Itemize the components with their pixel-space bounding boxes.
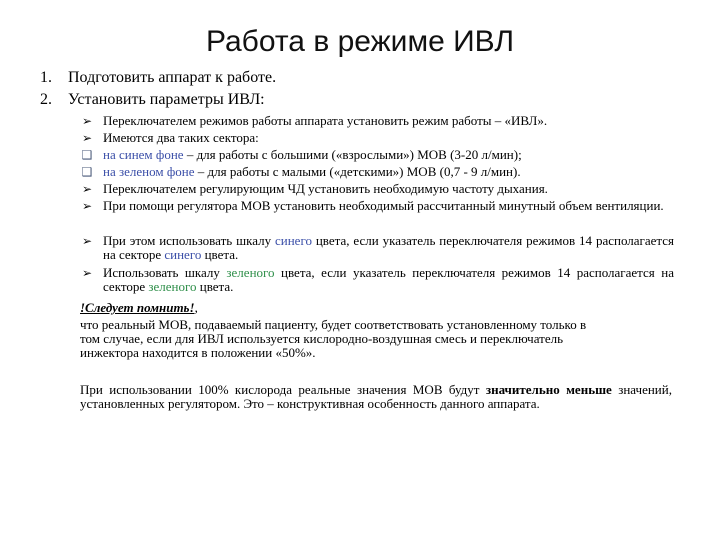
text-span: – для работы с малыми («детскими») МОВ (0,7 - 9 л/мин). [194, 164, 521, 179]
final-paragraph [80, 383, 672, 411]
bullet-text [103, 165, 674, 179]
text-span: цвета. [201, 247, 239, 262]
bullet-item [80, 266, 674, 294]
note-heading-line [80, 301, 198, 315]
bullet-text: При помощи регулятора МОВ установить необходимый рассчитанный минутный объем вентиляции. [103, 198, 664, 213]
bullet-item [80, 165, 674, 179]
item-number: 2. [40, 91, 52, 108]
bullet-item [80, 182, 674, 196]
bullet-item [80, 148, 674, 162]
text-span: цвета. [196, 279, 234, 294]
bullet-text [103, 234, 674, 262]
note-line: инжектора находится в положении «50%». [80, 345, 316, 360]
note-heading: !Следует помнить! [80, 300, 195, 315]
blue-text: на синем фоне [103, 147, 184, 162]
text-span: При этом использовать шкалу [103, 233, 275, 248]
bullet-text: Имеются два таких сектора: [103, 130, 259, 145]
arrow-bullet-icon: ➢ [81, 131, 93, 145]
text-span: При использовании 100% кислорода реальные значения МОВ будут [80, 382, 486, 397]
item-text: Установить параметры ИВЛ: [68, 91, 265, 108]
bullet-item [80, 234, 674, 262]
arrow-bullet-icon: ➢ [81, 199, 93, 213]
arrow-bullet-icon: ➢ [81, 182, 93, 196]
arrow-bullet-icon: ➢ [81, 114, 93, 128]
note-paragraph [80, 318, 672, 360]
green-text: зеленого [226, 265, 275, 280]
text-span: цвета, если указатель переключателя режимов 14 располагается на секторе [103, 265, 674, 294]
numbered-item-1 [40, 68, 276, 87]
bullet-text [103, 148, 674, 162]
item-number: 1. [40, 69, 52, 86]
bold-text: значительно меньше [485, 382, 612, 397]
text-span: , [194, 300, 198, 315]
square-bullet-icon: ❑ [81, 165, 93, 179]
bullet-text: Переключателем регулирующим ЧД установить необходимую частоту дыхания. [103, 181, 548, 196]
square-bullet-icon: ❑ [81, 148, 93, 162]
note-line: что реальный МОВ, подаваемый пациенту, будет соответствовать установленному только в [80, 317, 587, 332]
bullet-text: Переключателем режимов работы аппарата установить режим работы – «ИВЛ». [103, 113, 548, 128]
blue-text: синего [164, 247, 202, 262]
green-text: зеленого [148, 279, 197, 294]
blue-text: синего [274, 233, 312, 248]
bullet-text [103, 266, 674, 294]
text-span: значений, установленных регулятором. Это – конструктивная особенность данного аппарата. [80, 382, 672, 411]
arrow-bullet-icon: ➢ [81, 266, 93, 280]
text-span: – для работы с большими («взрослыми») МОВ (3-20 л/мин); [183, 147, 522, 162]
bullet-item [80, 131, 674, 145]
bullet-item [80, 199, 674, 213]
note-line: том случае, если для ИВЛ используется кислородно-воздушная смесь и переключатель [80, 331, 564, 346]
numbered-item-2 [40, 90, 265, 109]
page-title: Работа в режиме ИВЛ [205, 25, 515, 58]
bullet-item [80, 114, 674, 128]
text-span: цвета, если указатель переключателя режимов 14 располагается на секторе [103, 233, 674, 262]
text-span: Использовать шкалу [103, 265, 227, 280]
blue-text: на зеленом фоне [103, 164, 195, 179]
arrow-bullet-icon: ➢ [81, 234, 93, 248]
item-text: Подготовить аппарат к работе. [68, 69, 277, 86]
